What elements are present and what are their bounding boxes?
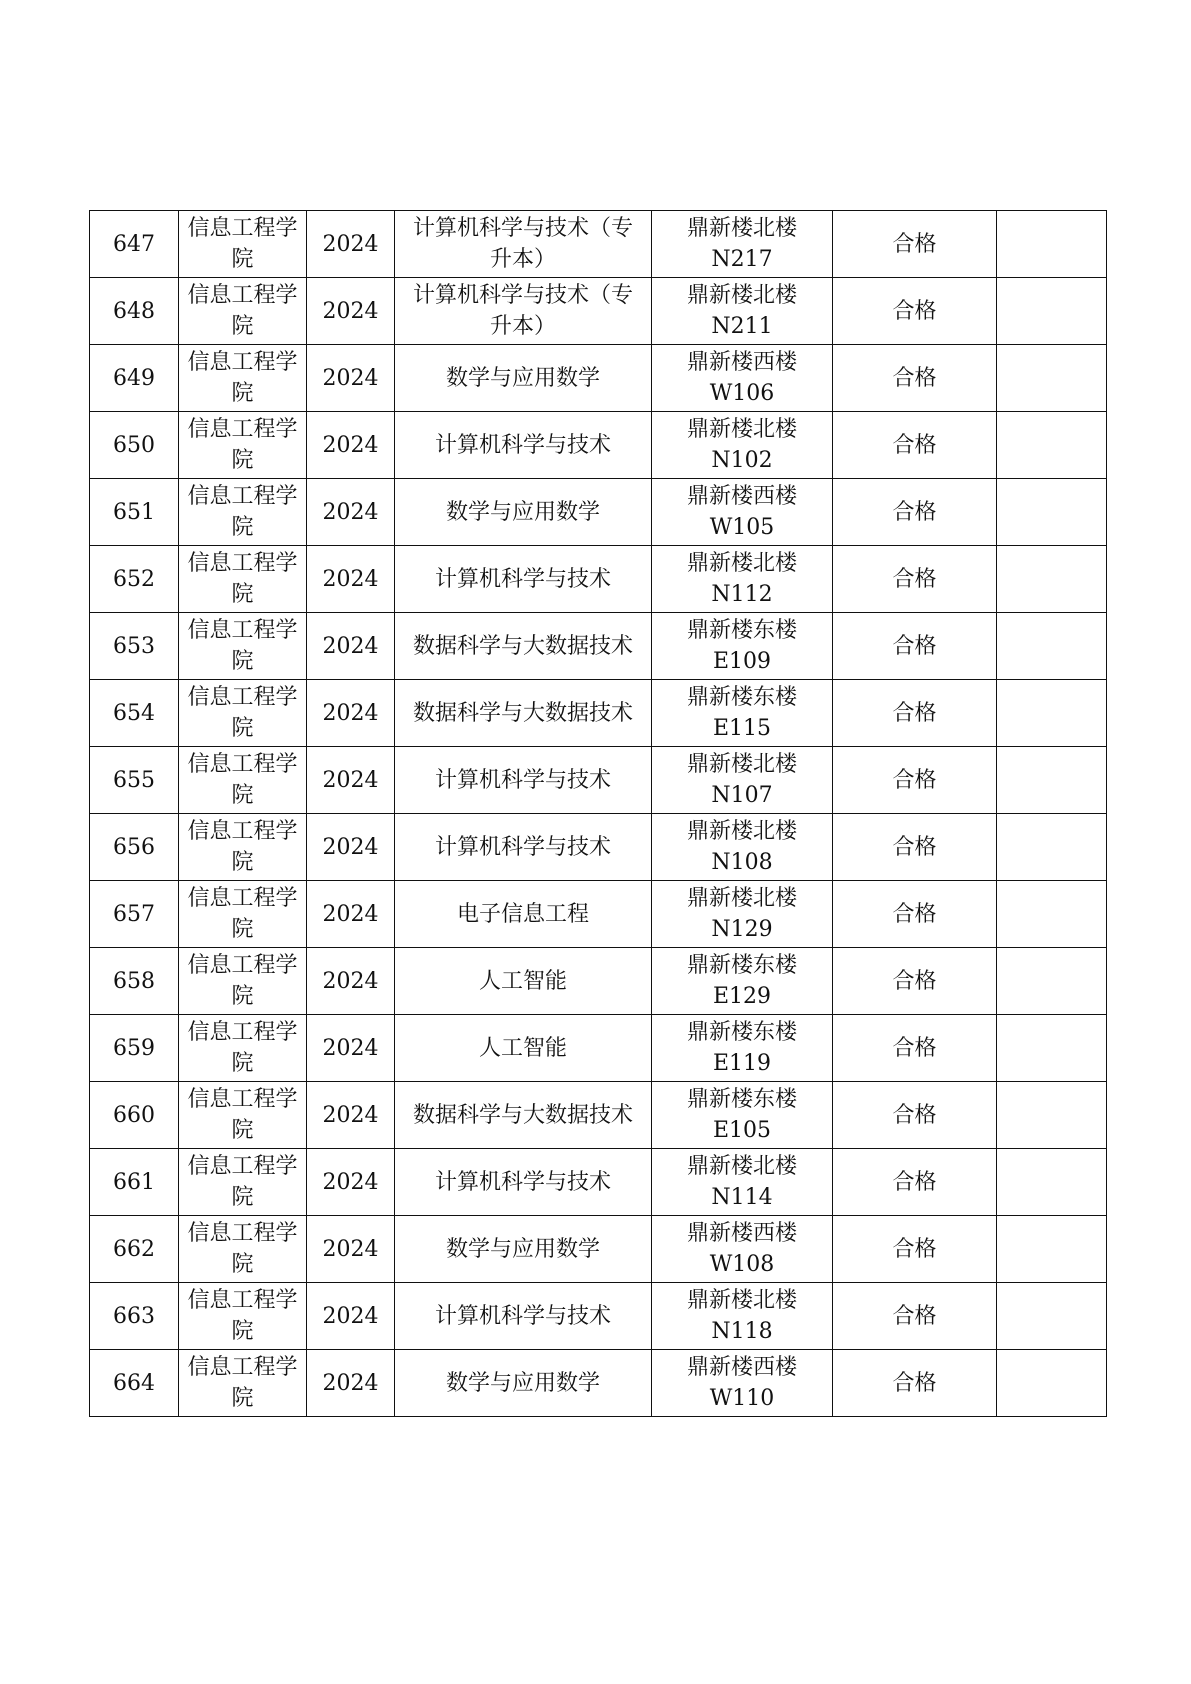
row-number-cell [90,1283,179,1350]
college-name: 信息工程学院 [187,953,298,1009]
row-number: 651 [113,499,155,525]
room-cell [652,613,833,680]
college-name: 信息工程学院 [187,819,298,875]
result-cell [833,412,997,479]
college-name: 信息工程学院 [187,1154,298,1210]
year-value: 2024 [322,901,379,927]
major-name: 计算机科学与技术（专升本） [413,283,634,339]
room-cell [652,948,833,1015]
year-value: 2024 [322,365,379,391]
row-number: 654 [113,700,155,726]
table-row [90,1082,1107,1149]
room-cell [652,1149,833,1216]
note-cell [997,1350,1107,1417]
note-cell [997,680,1107,747]
note-cell [997,412,1107,479]
note-cell [997,278,1107,345]
result-status: 合格 [892,834,937,860]
year-value: 2024 [322,1236,379,1262]
room-cell [652,1015,833,1082]
year-value: 2024 [322,1370,379,1396]
major-cell [395,1350,652,1417]
row-number: 663 [113,1303,155,1329]
college-name: 信息工程学院 [187,484,298,540]
college-cell [179,278,307,345]
room-location: 鼎新楼东楼E129 [686,953,797,1009]
year-value: 2024 [322,566,379,592]
row-number-cell [90,948,179,1015]
table-row [90,747,1107,814]
note-cell [997,1015,1107,1082]
row-number-cell [90,747,179,814]
room-cell [652,881,833,948]
room-location: 鼎新楼东楼E105 [686,1087,797,1143]
result-status: 合格 [892,298,937,324]
year-value: 2024 [322,767,379,793]
row-number: 652 [113,566,155,592]
room-cell [652,345,833,412]
room-cell [652,680,833,747]
major-cell [395,747,652,814]
result-cell [833,1350,997,1417]
table-row [90,211,1107,278]
major-cell [395,948,652,1015]
college-name: 信息工程学院 [187,283,298,339]
table-row [90,814,1107,881]
note-cell [997,814,1107,881]
result-status: 合格 [892,1169,937,1195]
year-cell [307,1082,395,1149]
year-cell [307,546,395,613]
room-location: 鼎新楼北楼N108 [686,819,797,875]
college-cell [179,1283,307,1350]
major-name: 计算机科学与技术 [434,1169,611,1195]
row-number: 653 [113,633,155,659]
room-location: 鼎新楼东楼E109 [686,618,797,674]
row-number: 649 [113,365,155,391]
major-name: 计算机科学与技术 [434,432,611,458]
year-cell [307,613,395,680]
row-number-cell [90,479,179,546]
major-name: 人工智能 [478,1035,567,1061]
room-location: 鼎新楼北楼N112 [686,551,797,607]
row-number: 655 [113,767,155,793]
result-cell [833,1283,997,1350]
year-cell [307,1283,395,1350]
room-location: 鼎新楼西楼W106 [686,350,797,406]
note-cell [997,1283,1107,1350]
result-status: 合格 [892,1303,937,1329]
result-cell [833,747,997,814]
row-number-cell [90,211,179,278]
room-cell [652,278,833,345]
note-cell [997,479,1107,546]
year-cell [307,479,395,546]
row-number: 647 [113,231,155,257]
result-status: 合格 [892,1370,937,1396]
year-cell [307,1350,395,1417]
result-status: 合格 [892,1035,937,1061]
result-status: 合格 [892,633,937,659]
major-cell [395,479,652,546]
table-row [90,546,1107,613]
note-cell [997,1149,1107,1216]
college-name: 信息工程学院 [187,1288,298,1344]
college-cell [179,211,307,278]
college-cell [179,1216,307,1283]
room-location: 鼎新楼西楼W105 [686,484,797,540]
room-location: 鼎新楼北楼N217 [686,216,797,272]
room-location: 鼎新楼北楼N129 [686,886,797,942]
college-name: 信息工程学院 [187,618,298,674]
college-cell [179,814,307,881]
major-cell [395,613,652,680]
result-cell [833,1149,997,1216]
year-cell [307,412,395,479]
major-name: 人工智能 [478,968,567,994]
major-name: 数据科学与大数据技术 [413,700,634,726]
room-location: 鼎新楼北楼N107 [686,752,797,808]
records-table-body [90,211,1107,1417]
year-cell [307,345,395,412]
result-cell [833,881,997,948]
row-number: 661 [113,1169,155,1195]
major-cell [395,680,652,747]
row-number-cell [90,881,179,948]
table-row [90,345,1107,412]
major-name: 计算机科学与技术 [434,1303,611,1329]
result-status: 合格 [892,566,937,592]
row-number: 657 [113,901,155,927]
room-cell [652,412,833,479]
row-number-cell [90,1149,179,1216]
room-cell [652,747,833,814]
result-status: 合格 [892,432,937,458]
major-cell [395,1082,652,1149]
college-name: 信息工程学院 [187,685,298,741]
note-cell [997,211,1107,278]
major-cell [395,1149,652,1216]
row-number-cell [90,546,179,613]
table-row [90,613,1107,680]
note-cell [997,345,1107,412]
room-cell [652,1082,833,1149]
note-cell [997,613,1107,680]
year-value: 2024 [322,1102,379,1128]
result-cell [833,479,997,546]
result-cell [833,345,997,412]
result-cell [833,680,997,747]
year-cell [307,680,395,747]
year-value: 2024 [322,1169,379,1195]
row-number: 656 [113,834,155,860]
note-cell [997,881,1107,948]
college-cell [179,412,307,479]
result-cell [833,546,997,613]
college-cell [179,1350,307,1417]
major-cell [395,881,652,948]
table-row [90,479,1107,546]
major-name: 计算机科学与技术 [434,834,611,860]
major-name: 计算机科学与技术（专升本） [413,216,634,272]
row-number: 660 [113,1102,155,1128]
result-cell [833,1216,997,1283]
row-number-cell [90,278,179,345]
row-number-cell [90,1216,179,1283]
college-cell [179,747,307,814]
result-cell [833,1082,997,1149]
row-number-cell [90,613,179,680]
college-name: 信息工程学院 [187,350,298,406]
major-cell [395,814,652,881]
college-cell [179,479,307,546]
year-value: 2024 [322,231,379,257]
records-table [89,210,1107,1417]
year-cell [307,881,395,948]
major-cell [395,546,652,613]
year-cell [307,1216,395,1283]
year-value: 2024 [322,298,379,324]
room-location: 鼎新楼东楼E119 [686,1020,797,1076]
major-cell [395,345,652,412]
major-name: 电子信息工程 [456,901,589,927]
year-cell [307,1149,395,1216]
college-cell [179,1015,307,1082]
year-cell [307,211,395,278]
row-number-cell [90,814,179,881]
major-name: 数学与应用数学 [445,365,600,391]
row-number-cell [90,1350,179,1417]
year-cell [307,747,395,814]
year-cell [307,1015,395,1082]
note-cell [997,1216,1107,1283]
year-value: 2024 [322,633,379,659]
row-number: 664 [113,1370,155,1396]
room-cell [652,1216,833,1283]
college-name: 信息工程学院 [187,886,298,942]
result-status: 合格 [892,365,937,391]
table-row [90,881,1107,948]
major-cell [395,211,652,278]
college-name: 信息工程学院 [187,417,298,473]
room-cell [652,1350,833,1417]
college-cell [179,1082,307,1149]
college-name: 信息工程学院 [187,1355,298,1411]
row-number-cell [90,680,179,747]
year-value: 2024 [322,968,379,994]
year-value: 2024 [322,1303,379,1329]
room-cell [652,479,833,546]
college-name: 信息工程学院 [187,216,298,272]
result-status: 合格 [892,767,937,793]
table-row [90,948,1107,1015]
room-location: 鼎新楼西楼W108 [686,1221,797,1277]
year-value: 2024 [322,1035,379,1061]
room-location: 鼎新楼北楼N211 [686,283,797,339]
result-cell [833,814,997,881]
note-cell [997,546,1107,613]
room-cell [652,1283,833,1350]
college-cell [179,546,307,613]
major-name: 数学与应用数学 [445,1370,600,1396]
college-cell [179,881,307,948]
room-location: 鼎新楼西楼W110 [686,1355,797,1411]
major-cell [395,412,652,479]
row-number-cell [90,1015,179,1082]
college-name: 信息工程学院 [187,1087,298,1143]
major-name: 计算机科学与技术 [434,767,611,793]
room-location: 鼎新楼东楼E115 [686,685,797,741]
table-row [90,1350,1107,1417]
room-location: 鼎新楼北楼N114 [686,1154,797,1210]
college-name: 信息工程学院 [187,551,298,607]
major-cell [395,278,652,345]
major-name: 数学与应用数学 [445,499,600,525]
college-cell [179,613,307,680]
table-row [90,1216,1107,1283]
table-row [90,1015,1107,1082]
room-location: 鼎新楼北楼N102 [686,417,797,473]
note-cell [997,747,1107,814]
room-cell [652,211,833,278]
result-status: 合格 [892,1102,937,1128]
major-cell [395,1015,652,1082]
row-number: 650 [113,432,155,458]
result-cell [833,278,997,345]
row-number: 658 [113,968,155,994]
major-cell [395,1283,652,1350]
table-row [90,412,1107,479]
result-cell [833,1015,997,1082]
college-cell [179,1149,307,1216]
major-name: 数据科学与大数据技术 [413,633,634,659]
college-cell [179,948,307,1015]
result-status: 合格 [892,700,937,726]
year-value: 2024 [322,432,379,458]
row-number: 662 [113,1236,155,1262]
year-cell [307,814,395,881]
room-location: 鼎新楼北楼N118 [686,1288,797,1344]
room-cell [652,814,833,881]
major-name: 数学与应用数学 [445,1236,600,1262]
year-value: 2024 [322,834,379,860]
college-name: 信息工程学院 [187,1221,298,1277]
note-cell [997,1082,1107,1149]
row-number-cell [90,1082,179,1149]
result-cell [833,613,997,680]
college-name: 信息工程学院 [187,1020,298,1076]
major-name: 计算机科学与技术 [434,566,611,592]
result-status: 合格 [892,231,937,257]
major-name: 数据科学与大数据技术 [413,1102,634,1128]
major-cell [395,1216,652,1283]
year-value: 2024 [322,700,379,726]
result-status: 合格 [892,968,937,994]
year-value: 2024 [322,499,379,525]
year-cell [307,278,395,345]
room-cell [652,546,833,613]
result-cell [833,211,997,278]
college-cell [179,345,307,412]
table-row [90,680,1107,747]
row-number-cell [90,412,179,479]
row-number: 648 [113,298,155,324]
row-number: 659 [113,1035,155,1061]
table-row [90,1283,1107,1350]
college-cell [179,680,307,747]
result-status: 合格 [892,499,937,525]
row-number-cell [90,345,179,412]
table-row [90,278,1107,345]
table-row [90,1149,1107,1216]
college-name: 信息工程学院 [187,752,298,808]
note-cell [997,948,1107,1015]
result-cell [833,948,997,1015]
result-status: 合格 [892,1236,937,1262]
year-cell [307,948,395,1015]
result-status: 合格 [892,901,937,927]
